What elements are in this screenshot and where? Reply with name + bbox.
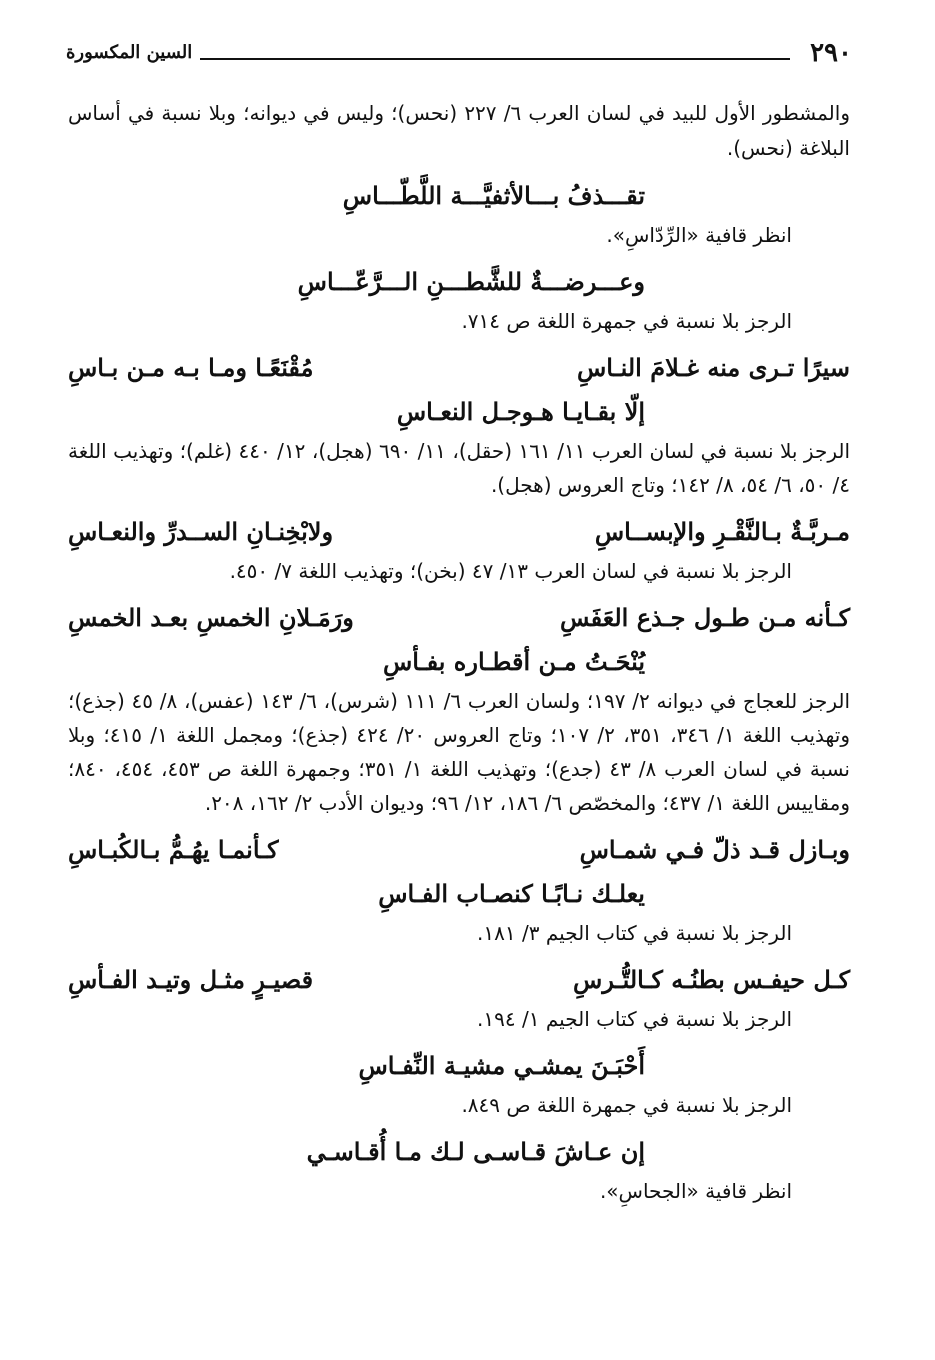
verse-hemistich-second: كـأنمـا يهُـمُّ بـالكُبـاسِ [68, 835, 279, 864]
verse-note: الرجز للعجاج في ديوانه ٢/ ١٩٧؛ ولسان العرب ٦/ ١١١ (شرس)، ٦/ ١٤٣ (عفس)، ٨/ ٤٥ (جذع)؛ وتهذيب اللغة ١/ ٣٤٦، ٣٥١، ٢/ ١٠٧؛ وتاج العروس ٢٠/ ٤٢٤ (جذع)؛ ومجمل اللغة ١/ ٤١٥؛ وبلا نسبة في لسان العرب ٨/ ٤٣ (جدع)؛ وتهذيب اللغة ١/ ٣٥١؛ وجمهرة اللغة ص ٤٥٣، ٤٥٤، ٨٤٠؛ ومقاييس اللغة ١/ ٤٣٧؛ والمخصّص ٦/ ١٨٦، ١٢/ ٩٦؛ وديوان الأدب ٢/ ١٦٢، ٢٠٨. [68, 689, 851, 815]
intro-paragraph: والمشطور الأول للبيد في لسان العرب ٦/ ٢٢٧ (نحس)؛ وليس في ديوانه؛ وبلا نسبة في أساس البلاغة (نحس). [68, 101, 850, 160]
verse-note: الرجز بلا نسبة في جمهرة اللغة ص ٨٤٩. [461, 1093, 792, 1117]
verse-line: أَحْبَـنَ يمشـي مشيـة النِّفـاسِ [358, 1051, 645, 1080]
verse-note: الرجز بلا نسبة في لسان العرب ١١/ ١٦١ (حقل)، ١١/ ٦٩٠ (هجل)، ١٢/ ٤٤٠ (غلم)؛ وتهذيب اللغة ٤/ ٥٠، ٦/ ٥٤، ٨/ ١٤٢؛ وتاج العروس (هجل). [68, 439, 850, 497]
verse-line: تقـــذفُ بـــالأثفيَّـــة اللَّطّـــاسِ [342, 181, 645, 210]
verse-line: يُنْحَـتُ مـن أقطـاره بفـأسِ [382, 647, 645, 676]
verse-note: الرجز بلا نسبة في كتاب الجيم ٣/ ١٨١. [477, 921, 792, 945]
verse-line: يعلـك نـابًـا كنصـاب الفـاسِ [378, 879, 645, 908]
header-rule [200, 58, 790, 60]
verse-line: إلّا بقـايـا هـوجـل النعـاسِ [396, 397, 645, 426]
verse-couplet [68, 828, 850, 872]
verse-hemistich-first: وبـازل قـد ذلّ فـي شمـاسِ [579, 835, 850, 864]
verse-line: إن عـاشَ قـاسـى لـك مـا أُقـاسـي [306, 1137, 645, 1166]
verse-hemistich-first: كـل حيفـس بطنُـه كـالتُّـرسِ [573, 965, 850, 994]
verse-hemistich-first: كـأنه مـن طـول جـذع العَفَسِ [560, 603, 850, 632]
verse-couplet [68, 510, 850, 554]
verse-hemistich-second: مُقْنَعًـا ومـا بـه مـن بـاسِ [68, 353, 314, 382]
verse-note: انظر قافية «الرِّدّاسِ». [606, 223, 792, 247]
verse-note: الرجز بلا نسبة في جمهرة اللغة ص ٧١٤. [461, 309, 792, 333]
verse-hemistich-second: ولابْخِنـانِ الســدرِّ والنعـاسِ [68, 517, 334, 546]
verse-hemistich-first: مـربَّـةٌ بـالنَّقْـرِ والإبســاسِ [594, 517, 850, 546]
running-title: السين المكسورة [66, 42, 193, 63]
page-number: ٢٩٠ [810, 38, 852, 68]
verse-couplet [68, 596, 850, 640]
verse-hemistich-second: قصيـرٍ مثـل وتيـد الفـأسِ [68, 965, 314, 994]
verse-couplet [68, 346, 850, 390]
page-header [66, 34, 852, 74]
verse-line: وعـــرضـــةٌ للشَّطـــنِ الـــرَّعّـــاسِ [297, 267, 645, 296]
verse-hemistich-second: ورَمَـلانِ الخمسِ بعـد الخمسِ [68, 603, 354, 632]
verse-note: انظر قافية «الجحاسِ». [599, 1179, 792, 1203]
verse-note: الرجز بلا نسبة في لسان العرب ١٣/ ٤٧ (بخن)؛ وتهذيب اللغة ٧/ ٤٥٠. [229, 559, 792, 583]
verse-couplet [68, 958, 850, 1002]
verse-hemistich-first: سيرًا تـرى منه غـلامَ النـاسِ [576, 353, 850, 382]
page-content [68, 96, 850, 1208]
verse-note: الرجز بلا نسبة في كتاب الجيم ١/ ١٩٤. [477, 1007, 792, 1031]
